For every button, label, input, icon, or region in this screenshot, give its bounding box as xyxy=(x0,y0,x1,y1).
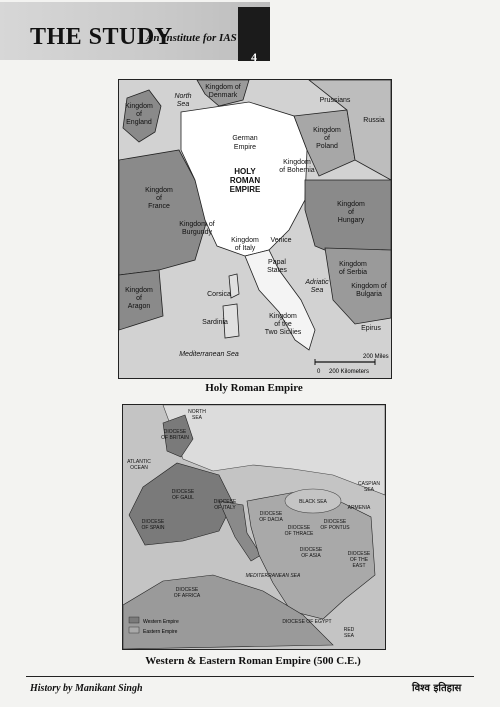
label-german-empire: German Empire xyxy=(232,135,258,151)
footer-author: History by Manikant Singh xyxy=(30,683,143,694)
label-bulgaria: Kingdom of Bulgaria xyxy=(351,283,387,298)
scale-zero: 0 xyxy=(317,369,321,375)
label-two-sicilies: Kingdom of the Two Sicilies xyxy=(264,313,302,336)
header-title: THE STUDY xyxy=(30,24,173,50)
label-north-sea: North Sea xyxy=(174,93,192,108)
roman-map-svg xyxy=(123,405,385,649)
label-denmark: Kingdom of Denmark xyxy=(205,84,241,99)
label-armenia: ARMENIA xyxy=(347,505,371,511)
label-russia: Russia xyxy=(363,117,385,124)
map1-caption: Holy Roman Empire xyxy=(205,382,303,394)
label-papal-states: Papal States xyxy=(267,259,287,274)
label-hre: HOLY ROMAN EMPIRE xyxy=(229,167,261,194)
holy-roman-empire-map xyxy=(118,79,392,379)
label-thrace: DIOCESE OF THRACE xyxy=(284,525,314,537)
label-italy-diocese: DIOCESE OF ITALY xyxy=(213,499,237,511)
label-atlantic: ATLANTIC OCEAN xyxy=(127,459,151,471)
label-red-sea: RED SEA xyxy=(343,627,355,639)
label-asia: DIOCESE OF ASIA xyxy=(299,547,323,559)
label-black-sea: BLACK SEA xyxy=(299,499,327,505)
label-med-2: MEDITERRANEAN SEA xyxy=(245,573,301,579)
label-britain: DIOCESE OF BRITAIN xyxy=(161,429,189,441)
label-serbia: Kingdom of Serbia xyxy=(338,261,368,276)
label-bohemia: Kingdom of Bohemia xyxy=(279,159,315,174)
label-venice: Venice xyxy=(270,237,292,244)
footer-divider xyxy=(26,676,474,677)
label-north-sea-2: NORTH SEA xyxy=(188,409,206,421)
label-caspian: CASPIAN SEA xyxy=(358,481,380,493)
scale-miles: 200 Miles xyxy=(363,354,389,360)
label-egypt: DIOCESE OF EGYPT xyxy=(282,619,332,625)
label-england: Kingdom of England xyxy=(125,103,153,126)
label-epirus: Epirus xyxy=(361,325,381,332)
label-east: DIOCESE OF THE EAST xyxy=(347,551,371,569)
label-dacia: DIOCESE OF DACIA xyxy=(259,511,283,523)
label-pontus: DIOCESE OF PONTUS xyxy=(320,519,350,531)
map2-caption: Western & Eastern Roman Empire (500 C.E.) xyxy=(145,655,361,667)
page-number: 4 xyxy=(238,7,270,61)
label-adriatic: Adriatic Sea xyxy=(305,279,329,294)
label-prussians: Prussians xyxy=(319,97,351,104)
label-italy: Kingdom of Italy xyxy=(231,237,259,252)
label-poland: Kingdom of Poland xyxy=(313,127,341,150)
label-corsica: Corsica xyxy=(207,291,231,298)
hre-map-svg xyxy=(119,80,391,378)
footer-hindi-title: विश्व इतिहास xyxy=(412,683,462,694)
roman-empire-map xyxy=(122,404,386,650)
scale-km: 200 Kilometers xyxy=(329,369,370,375)
label-sardinia: Sardinia xyxy=(202,319,228,326)
label-africa: DIOCESE OF AFRICA xyxy=(173,587,201,599)
legend-western: Western Empire xyxy=(143,619,179,625)
header-subtitle: An Institute for IAS xyxy=(146,32,237,44)
label-mediterranean: Mediterranean Sea xyxy=(179,351,239,358)
page-header xyxy=(0,2,270,64)
label-aragon: Kingdom of Aragon xyxy=(125,287,153,310)
legend-eastern: Eastern Empire xyxy=(143,629,178,635)
label-spain: DIOCESE OF SPAIN xyxy=(141,519,165,531)
label-france: Kingdom of France xyxy=(145,187,173,210)
label-gaul: DIOCESE OF GAUL xyxy=(171,489,195,501)
label-hungary: Kingdom of Hungary xyxy=(337,201,365,224)
label-burgundy: Kingdom of Burgundy xyxy=(179,221,215,236)
